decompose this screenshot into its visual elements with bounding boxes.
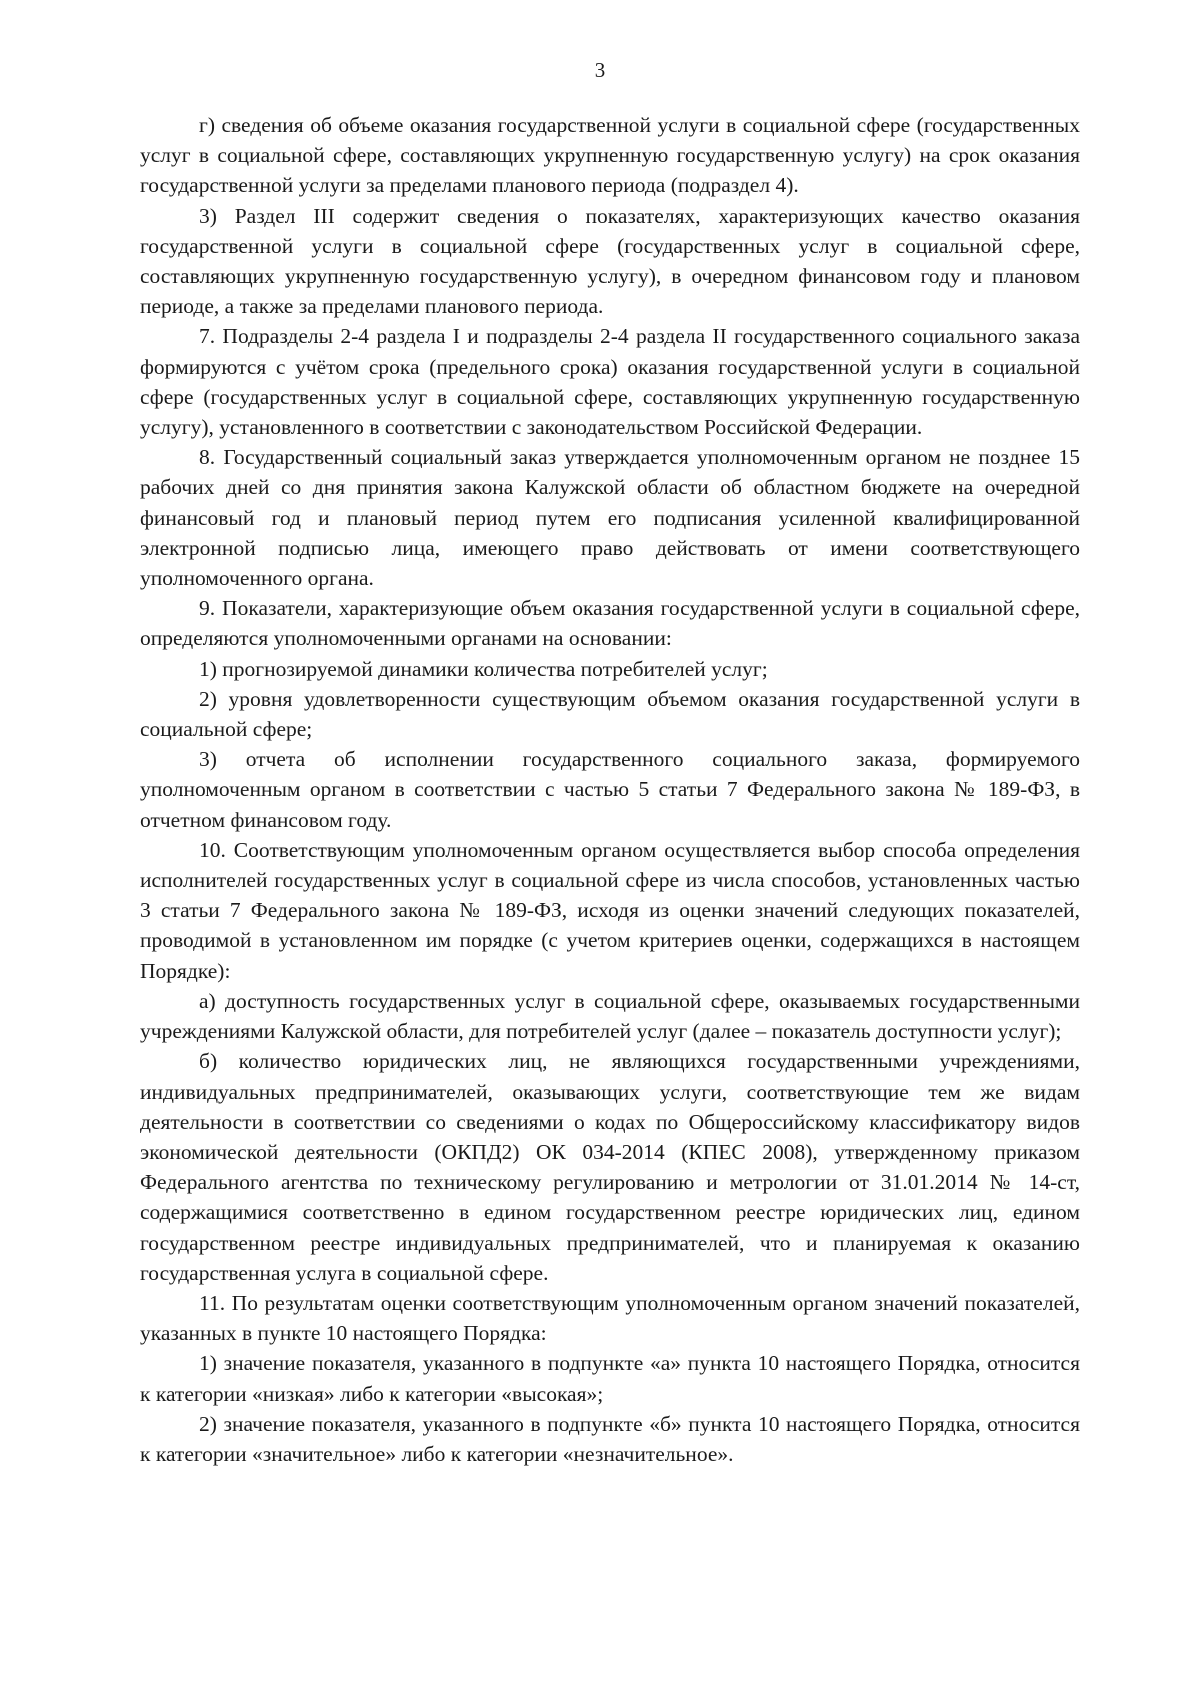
paragraph-clause-9-item-3: 3) отчета об исполнении государственного социального заказа, формируемого уполномоченным органом в соответствии с частью 5 статьи 7 Федерального закона № 189-ФЗ, в отчетном финансовом году. bbox=[140, 747, 1080, 832]
paragraph-clause-8: 8. Государственный социальный заказ утверждается уполномоченным органом не позднее 15 рабочих дней со дня принятия закона Калужской области об областном бюджете на очередной финансовый год и плановый период путем его подписания усиленной квалифицированной электронной подписью лица, имеющего право действовать от имени соответствующего уполномоченного органа. bbox=[140, 445, 1080, 591]
paragraph-section-3: 3) Раздел III содержит сведения о показателях, характеризующих качество оказания государственной услуги в социальной сфере (государственных услуг в социальной сфере, составляющих укрупненную государственную услугу), в очередном финансовом году и плановом периоде, а также за пределами планового периода. bbox=[140, 203, 1080, 319]
paragraph-clause-9: 9. Показатели, характеризующие объем оказания государственной услуги в социальной сфере, определяются уполномоченными органами на основании: bbox=[140, 596, 1080, 651]
paragraph-clause-11-item-1: 1) значение показателя, указанного в подпункте «а» пункта 10 настоящего Порядка, относится к категории «низкая» либо к категории «высокая»; bbox=[140, 1351, 1080, 1406]
paragraph-clause-11-item-2: 2) значение показателя, указанного в подпункте «б» пункта 10 настоящего Порядка, относится к категории «значительное» либо к категории «незначительное». bbox=[140, 1411, 1080, 1466]
paragraph-clause-9-item-2: 2) уровня удовлетворенности существующим объемом оказания государственной услуги в социальной сфере; bbox=[140, 686, 1080, 742]
paragraph-clause-10: 10. Соответствующим уполномоченным органом осуществляется выбор способа определения исполнителей государственных услуг в социальной сфере из числа способов, установленных частью 3 статьи 7 Федерального закона № 189-ФЗ, исходя из оценки значений следующих показателей, проводимой в установленном им порядке (с учетом критериев оценки, содержащихся в настоящем Порядке): bbox=[140, 837, 1080, 983]
paragraph-clause-10-item-a: а) доступность государственных услуг в социальной сфере, оказываемых государственными учреждениями Калужской области, для потребителей услуг (далее – показатель доступности услуг); bbox=[140, 988, 1080, 1044]
paragraph-clause-9-item-1: 1) прогнозируемой динамики количества потребителей услуг; bbox=[199, 656, 768, 681]
paragraph-clause-10-item-b: б) количество юридических лиц, не являющихся государственными учреждениями, индивидуальных предпринимателей, оказывающих услуги, соответствующие тем же видам деятельности в соответствии со сведениями о кодах по Общероссийскому классификатору видов экономической деятельности (ОКПД2) ОК 034-2014 (КПЕС 2008), утвержденному приказом Федерального агентства по техническому регулированию и метрологии от 31.01.2014 № 14-ст, содержащимися соответственно в едином государственном реестре юридических лиц, едином государственном реестре индивидуальных предпринимателей, что и планируемая к оказанию государственная услуга в социальной сфере. bbox=[140, 1049, 1080, 1285]
paragraph-clause-7: 7. Подразделы 2-4 раздела I и подразделы 2-4 раздела II государственного социального заказа формируются с учётом срока (предельного срока) оказания государственной услуги в социальной сфере (государственных услуг в социальной сфере, составляющих укрупненную государственную услугу), установленного в соответствии с законодательством Российской Федерации. bbox=[140, 324, 1080, 440]
paragraph-subsection-g: г) сведения об объеме оказания государственной услуги в социальной сфере (государственных услуг в социальной сфере, составляющих укрупненную государственную услугу) на срок оказания государственной услуги за пределами планового периода (подраздел 4). bbox=[140, 113, 1080, 198]
document-body bbox=[140, 110, 1080, 1469]
page-number: 3 bbox=[594, 58, 606, 82]
paragraph-clause-11: 11. По результатам оценки соответствующим уполномоченным органом значений показателей, указанных в пункте 10 настоящего Порядка: bbox=[140, 1290, 1080, 1346]
